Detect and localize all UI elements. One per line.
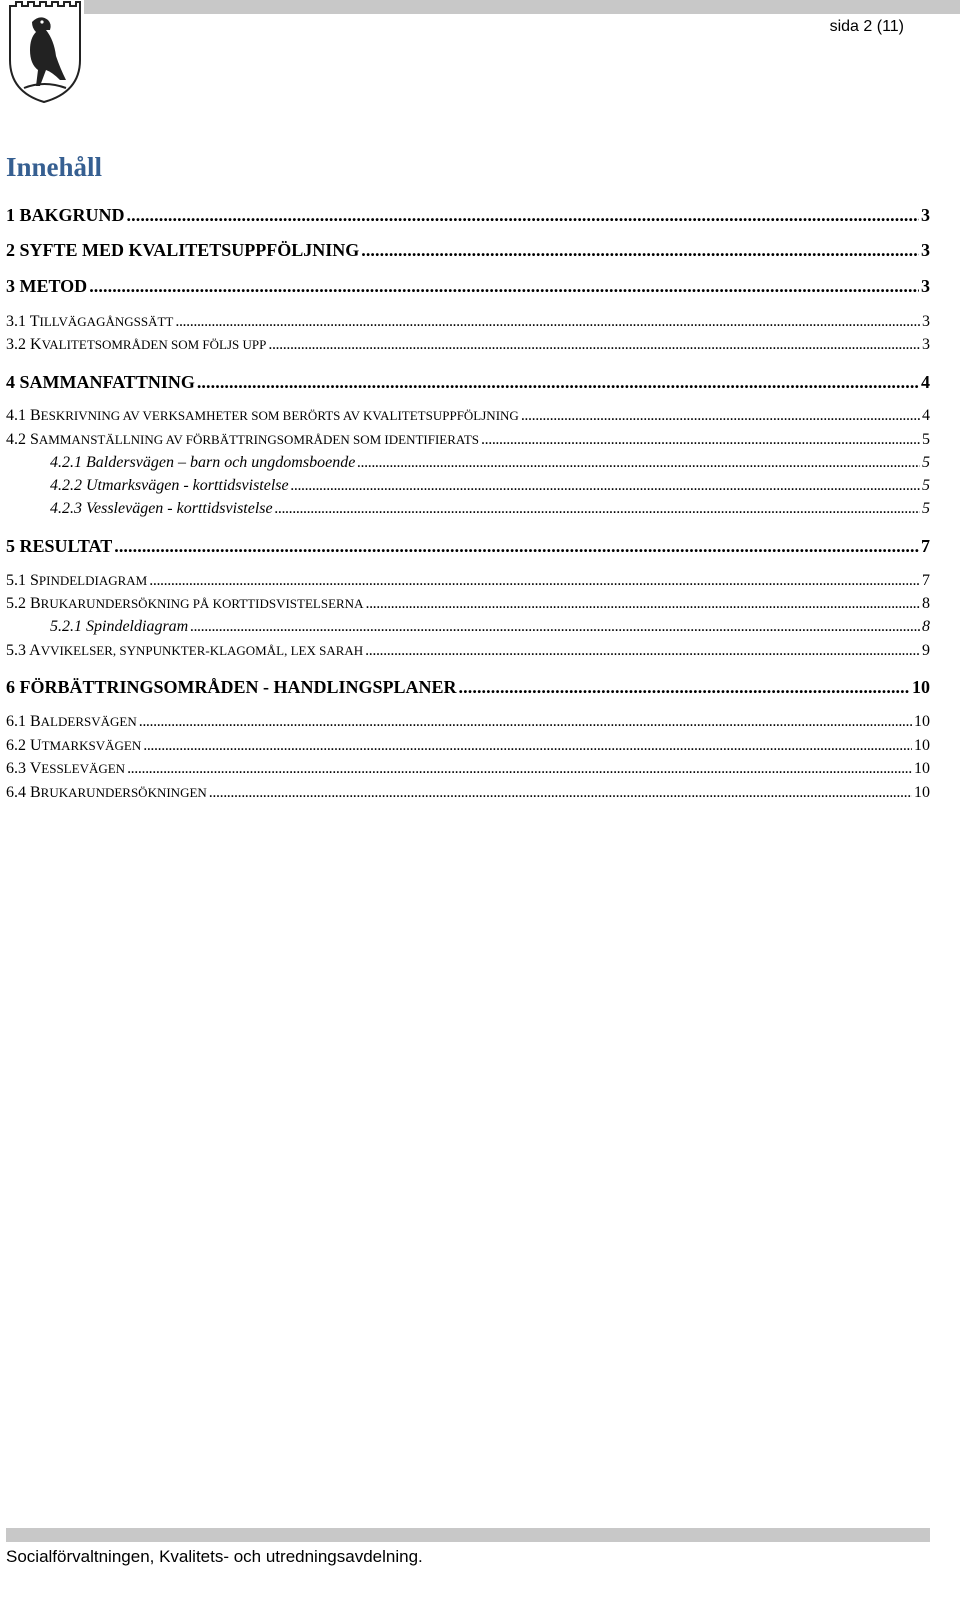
toc-entry-title: Spindeldiagram <box>86 618 189 635</box>
toc-leader-dots <box>143 737 912 755</box>
toc-leader-dots <box>275 500 920 518</box>
toc-entry-5-2-1[interactable] <box>50 618 930 636</box>
toc-entry-4[interactable] <box>6 372 930 393</box>
toc-entry-number: 4.2.1 <box>50 454 82 471</box>
toc-entry-title: SAMMANFATTNING <box>19 372 195 392</box>
toc-entry-title-initial: A <box>29 642 41 659</box>
toc-leader-dots <box>361 240 919 261</box>
toc-entry-title: FÖRBÄTTRINGSOMRÅDEN - HANDLINGSPLANER <box>19 677 457 697</box>
toc-entry-number: 3.1 <box>6 313 26 330</box>
toc-entry-6-4[interactable] <box>6 784 930 802</box>
toc-entry-number: 5.2 <box>6 595 26 612</box>
toc-entry-5-1[interactable] <box>6 572 930 590</box>
toc-entry-title-rest: ESKRIVNING AV VERKSAMHETER SOM BERÖRTS AV KVALITETSUPPFÖLJNING <box>40 408 519 423</box>
toc-entry-number: 6.2 <box>6 737 26 754</box>
toc-entry-title-initial: B <box>30 784 41 801</box>
toc-entry-title-rest: ILLVÄGAGÅNGSSÄTT <box>39 314 174 329</box>
toc-entry-title-initial: U <box>30 737 42 754</box>
toc-entry-title-initial: V <box>29 760 42 777</box>
toc-entry-page: 8 <box>922 618 930 635</box>
toc-entry-6-2[interactable] <box>6 737 930 755</box>
toc-leader-dots <box>481 431 920 449</box>
toc-leader-dots <box>197 372 919 393</box>
toc-entry-page: 5 <box>922 477 930 494</box>
toc-leader-dots <box>139 713 912 731</box>
toc-entry-title-rest: PINDELDIAGRAM <box>38 573 148 588</box>
toc-entry-4-2[interactable] <box>6 431 930 449</box>
toc-entry-title: Utmarksvägen - korttidsvistelse <box>86 477 289 494</box>
toc-entry-page: 3 <box>921 276 930 296</box>
toc-entry-number: 6.3 <box>6 760 26 777</box>
toc-entry-page: 4 <box>922 407 930 424</box>
footer-bar <box>6 1528 930 1542</box>
toc-entry-number: 1 <box>6 205 15 225</box>
toc-entry-page: 5 <box>922 500 930 517</box>
toc-entry-4-2-1[interactable] <box>50 454 930 472</box>
toc-leader-dots <box>357 454 920 472</box>
toc-entry-3-1[interactable] <box>6 313 930 331</box>
toc-entry-title: Baldersvägen – barn och ungdomsboende <box>86 454 356 471</box>
toc-leader-dots <box>209 784 912 802</box>
toc-entry-title: SYFTE MED KVALITETSUPPFÖLJNING <box>19 240 360 260</box>
toc-entry-page: 5 <box>922 431 930 448</box>
toc-entry-page: 8 <box>922 595 930 612</box>
toc-entry-title-initial: T <box>29 313 40 330</box>
toc-entry-title-rest: ESSLEVÄGEN <box>41 761 126 776</box>
toc-entry-2[interactable] <box>6 240 930 261</box>
toc-entry-number: 4.2 <box>6 431 26 448</box>
toc-entry-page: 10 <box>914 784 930 801</box>
toc-entry-5-3[interactable] <box>6 642 930 660</box>
toc-entry-4-2-2[interactable] <box>50 477 930 495</box>
toc-entry-number: 5.3 <box>6 642 26 659</box>
toc-entry-4-1[interactable] <box>6 407 930 425</box>
toc-entry-number: 6.1 <box>6 713 26 730</box>
toc-entry-page: 10 <box>914 737 930 754</box>
toc-entry-page: 5 <box>922 454 930 471</box>
toc-entry-page: 7 <box>922 572 930 589</box>
toc-entry-number: 3 <box>6 276 15 296</box>
toc-leader-dots <box>521 407 920 425</box>
toc-leader-dots <box>190 618 920 636</box>
toc-entry-6-1[interactable] <box>6 713 930 731</box>
toc-entry-title-rest: TMARKSVÄGEN <box>41 738 142 753</box>
toc-leader-dots <box>114 536 919 557</box>
toc-entry-title-rest: ALDERSVÄGEN <box>40 714 137 729</box>
toc-entry-title: Vesslevägen - korttidsvistelse <box>86 500 273 517</box>
toc-entry-title-rest: VALITETSOMRÅDEN SOM FÖLJS UPP <box>41 337 267 352</box>
toc-entry-number: 6.4 <box>6 784 26 801</box>
falcon-crest-icon <box>6 0 82 104</box>
toc-leader-dots <box>268 336 920 354</box>
toc-entry-number: 4 <box>6 372 15 392</box>
toc-leader-dots <box>365 595 920 613</box>
toc-entry-title-initial: B <box>30 595 41 612</box>
toc-entry-4-2-3[interactable] <box>50 500 930 518</box>
toc-entry-5[interactable] <box>6 536 930 557</box>
toc-entry-5-2[interactable] <box>6 595 930 613</box>
toc-entry-title-initial: B <box>30 407 41 424</box>
toc-entry-title: METOD <box>19 276 88 296</box>
toc-entry-title-rest: AMMANSTÄLLNING AV FÖRBÄTTRINGSOMRÅDEN SOM IDENTIFIERATS <box>38 432 480 447</box>
toc-leader-dots <box>127 760 912 778</box>
toc-entry-3[interactable] <box>6 276 930 297</box>
footer-text: Socialförvaltningen, Kvalitets- och utredningsavdelning. <box>6 1547 423 1566</box>
toc-entry-page: 3 <box>922 336 930 353</box>
toc-title: Innehåll <box>6 152 103 182</box>
toc-entry-page: 4 <box>921 372 930 392</box>
toc-entry-number: 4.2.3 <box>50 500 82 517</box>
toc-entry-page: 7 <box>921 536 930 556</box>
toc-entry-title-initial: S <box>30 431 39 448</box>
toc-entry-title-rest: VVIKELSER, SYNPUNKTER-KLAGOMÅL, LEX SARAH <box>40 643 364 658</box>
toc-entry-title-rest: RUKARUNDERSÖKNING PÅ KORTTIDSVISTELSERNA <box>40 596 364 611</box>
toc-leader-dots <box>291 477 920 495</box>
toc-leader-dots <box>89 276 919 297</box>
toc-entry-number: 5 <box>6 536 15 556</box>
toc-entry-page: 3 <box>921 205 930 225</box>
toc-leader-dots <box>459 677 910 698</box>
toc-entry-number: 6 <box>6 677 15 697</box>
toc-entry-3-2[interactable] <box>6 336 930 354</box>
toc-leader-dots <box>365 642 920 660</box>
toc-entry-page: 10 <box>914 713 930 730</box>
toc-entry-page: 10 <box>914 760 930 777</box>
toc-entry-number: 3.2 <box>6 336 26 353</box>
toc-entry-number: 2 <box>6 240 15 260</box>
header-bar <box>84 0 960 14</box>
toc-entry-title-rest: RUKARUNDERSÖKNINGEN <box>40 785 207 800</box>
toc-entry-page: 9 <box>922 642 930 659</box>
toc-entry-title-initial: B <box>30 713 41 730</box>
toc-entry-page: 10 <box>912 677 930 697</box>
toc-entry-6-3[interactable] <box>6 760 930 778</box>
toc-leader-dots <box>175 313 920 331</box>
toc-leader-dots <box>127 205 919 226</box>
page-number: sida 2 (11) <box>829 18 904 35</box>
toc-entry-title-initial: S <box>30 572 39 589</box>
toc-entry-number: 5.2.1 <box>50 618 82 635</box>
toc-entry-page: 3 <box>922 313 930 330</box>
toc-leader-dots <box>149 572 920 590</box>
toc-entry-number: 5.1 <box>6 572 26 589</box>
toc-entry-page: 3 <box>921 240 930 260</box>
toc-entry-title-initial: K <box>30 336 42 353</box>
toc-entry-title: RESULTAT <box>19 536 113 556</box>
toc-entry-6[interactable] <box>6 677 930 698</box>
toc-entry-title: BAKGRUND <box>19 205 125 225</box>
toc-entry-1[interactable] <box>6 205 930 226</box>
toc-entry-number: 4.1 <box>6 407 26 424</box>
toc-entry-number: 4.2.2 <box>50 477 82 494</box>
